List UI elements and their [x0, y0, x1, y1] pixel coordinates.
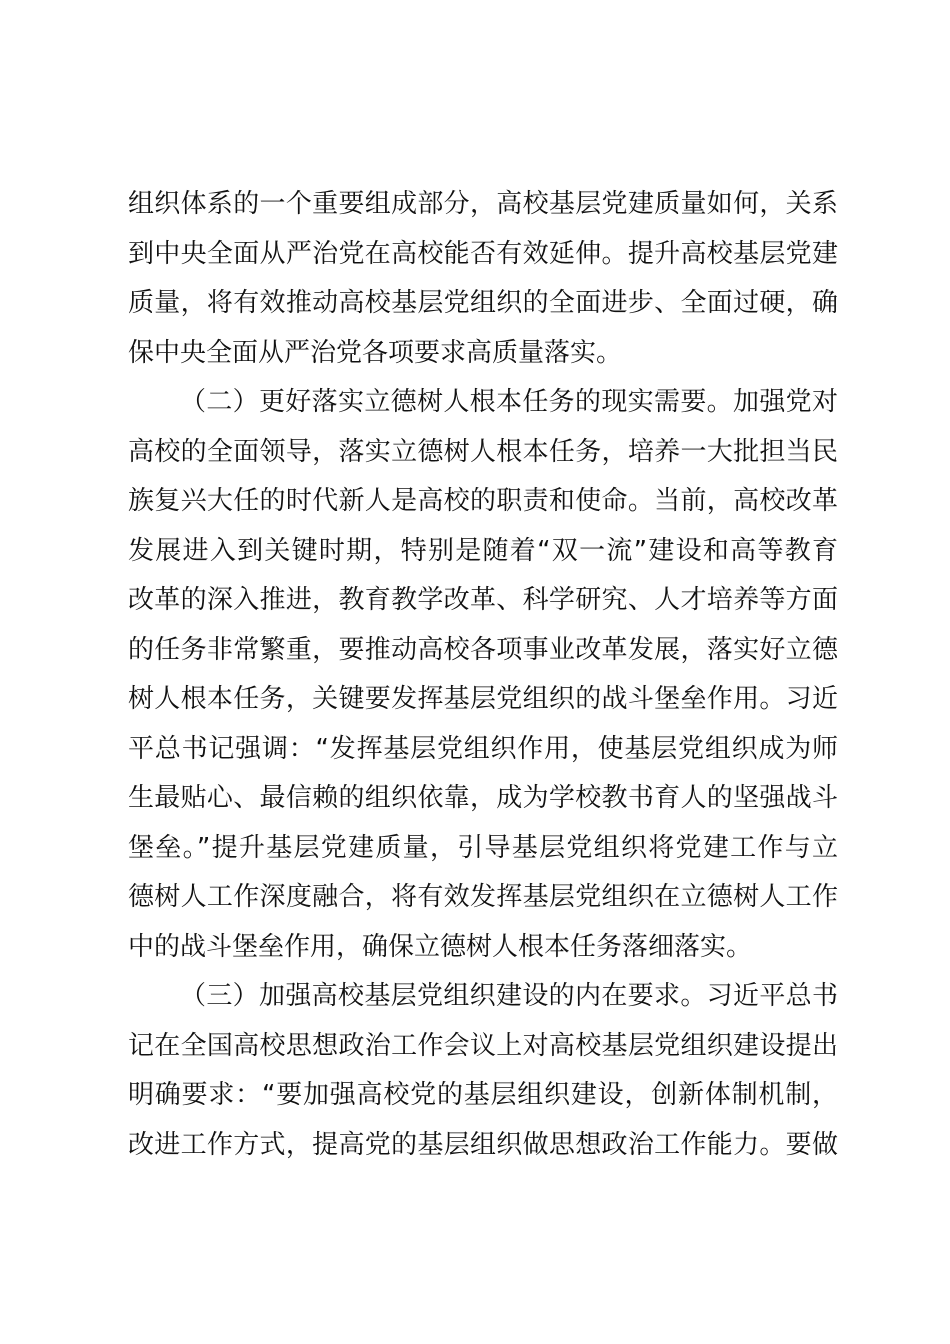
text-line: 树人根本任务，关键要发挥基层党组织的战斗堡垒作用。习近	[128, 684, 838, 714]
text-line: 改革的深入推进，教育教学改革、科学研究、人才培养等方面	[128, 585, 838, 615]
text-line: 改进工作方式，提高党的基层组织做思想政治工作能力。要做	[128, 1129, 838, 1160]
paragraph-continued	[128, 180, 838, 378]
text-line: 中的战斗堡垒作用，确保立德树人根本任务落细落实。	[128, 931, 753, 962]
text-line: 明确要求：“要加强高校党的基层组织建设，创新体制机制，	[128, 1080, 838, 1110]
text-line: 生最贴心、最信赖的组织依靠，成为学校教书育人的坚强战斗	[128, 783, 838, 813]
text-line: 的任务非常繁重，要推动高校各项事业改革发展，落实好立德	[128, 634, 838, 665]
text-line: 质量，将有效推动高校基层党组织的全面进步、全面过硬，确	[128, 288, 838, 318]
text-line: 族复兴大任的时代新人是高校的职责和使命。当前，高校改革	[128, 486, 838, 516]
text-line: （二）更好落实立德树人根本任务的现实需要。加强党对	[180, 387, 838, 417]
text-line: 记在全国高校思想政治工作会议上对高校基层党组织建设提出	[128, 1030, 838, 1061]
text-line: 发展进入到关键时期，特别是随着“双一流”建设和高等教育	[128, 535, 838, 566]
paragraph-section-2	[128, 378, 838, 972]
text-line: 德树人工作深度融合，将有效发挥基层党组织在立德树人工作	[128, 882, 838, 912]
text-line: 堡垒。”提升基层党建质量，引导基层党组织将党建工作与立	[128, 832, 838, 863]
text-line: 组织体系的一个重要组成部分，高校基层党建质量如何，关系	[128, 189, 838, 219]
text-line: 到中央全面从严治党在高校能否有效延伸。提升高校基层党建	[128, 238, 838, 269]
text-line: 保中央全面从严治党各项要求高质量落实。	[128, 337, 623, 368]
paragraph-section-3	[128, 972, 838, 1170]
text-line: （三）加强高校基层党组织建设的内在要求。习近平总书	[180, 981, 838, 1011]
text-line: 高校的全面领导，落实立德树人根本任务，培养一大批担当民	[128, 436, 838, 467]
text-line: 平总书记强调：“发挥基层党组织作用，使基层党组织成为师	[128, 733, 838, 764]
body-text	[128, 180, 838, 1170]
